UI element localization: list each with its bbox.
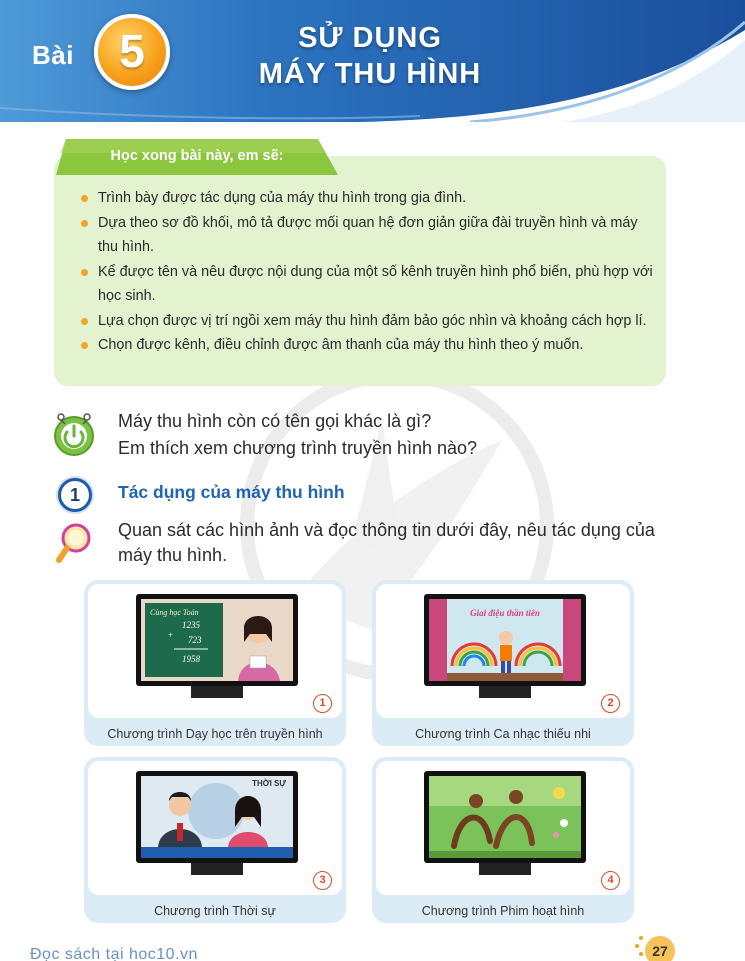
lesson-label: Bài [32, 40, 74, 70]
tv-cartoon-image [424, 771, 586, 875]
board-title: Cùng học Toán [150, 608, 199, 617]
card-caption: Chương trình Phim hoạt hình [421, 904, 585, 918]
image-card-1 [84, 580, 346, 746]
card-number-badge: 4 [601, 871, 620, 890]
observe-instruction: Quan sát các hình ảnh và đọc thông tin dưới đây, nêu tác dụng của máy thu hình. [118, 520, 655, 565]
section-title: Tác dụng của máy thu hình [118, 482, 345, 502]
card-number-badge: 1 [313, 694, 332, 713]
warmup-question-1: Máy thu hình còn có tên gọi khác là gì? [118, 411, 432, 431]
card-image-area [376, 584, 630, 718]
objectives-heading: Học xong bài này, em sẽ: [110, 148, 284, 164]
lesson-number: 5 [119, 25, 145, 77]
objectives-list [78, 186, 658, 358]
magnifier-icon [54, 520, 98, 564]
lesson-header [0, 0, 745, 122]
lesson-number-badge [94, 14, 170, 90]
image-card-3 [84, 757, 346, 923]
objective-item: Chọn được kênh, điều chỉnh được âm thanh của máy thu hình theo ý muốn. [78, 333, 658, 358]
music-banner: Giai điệu thần tiên [470, 608, 540, 618]
objective-item: Dựa theo sơ đồ khối, mô tả được mối quan hệ đơn giản giữa đài truyền hình và máy thu hình. [78, 211, 658, 260]
lesson-title [230, 20, 510, 92]
objective-item: Lựa chọn được vị trí ngồi xem máy thu hình đảm bảo góc nhìn và khoảng cách hợp lí. [78, 309, 658, 334]
lesson-title-line1: SỬ DỤNG [298, 22, 442, 54]
power-icon [50, 410, 98, 458]
card-image-area [88, 761, 342, 895]
tv-teaching-image [136, 594, 298, 698]
warmup-question-2: Em thích xem chương trình truyền hình nào? [118, 438, 478, 458]
objective-item: Trình bày được tác dụng của máy thu hình trong gia đình. [78, 186, 658, 211]
card-image-area [88, 584, 342, 718]
image-card-2 [372, 580, 634, 746]
news-label: THỜI SỰ [252, 779, 286, 788]
footer-link[interactable]: Đọc sách tại hoc10.vn [30, 946, 198, 961]
card-caption: Chương trình Thời sự [154, 904, 276, 918]
image-card-4 [372, 757, 634, 923]
card-caption: Chương trình Dạy học trên truyền hình [107, 727, 323, 741]
card-caption: Chương trình Ca nhạc thiếu nhi [415, 727, 591, 741]
board-num-1: 1235 [182, 620, 200, 630]
card-image-area [376, 761, 630, 895]
card-number-badge: 2 [601, 694, 620, 713]
tv-news-image [136, 771, 298, 875]
objective-item: Kể được tên và nêu được nội dung của một số kênh truyền hình phổ biến, phù hợp với học sinh. [78, 260, 658, 309]
section-number: 1 [58, 478, 92, 512]
page-number: 27 [645, 936, 675, 961]
tv-music-image [424, 594, 586, 698]
card-number-badge: 3 [313, 871, 332, 890]
board-num-2: 723 [188, 635, 202, 645]
objectives-tab-label-wrap [56, 139, 338, 175]
board-result: 1958 [182, 654, 200, 664]
lesson-title-line2: MÁY THU HÌNH [258, 58, 482, 90]
warmup-questions [118, 408, 477, 462]
board-plus: + [168, 630, 174, 640]
